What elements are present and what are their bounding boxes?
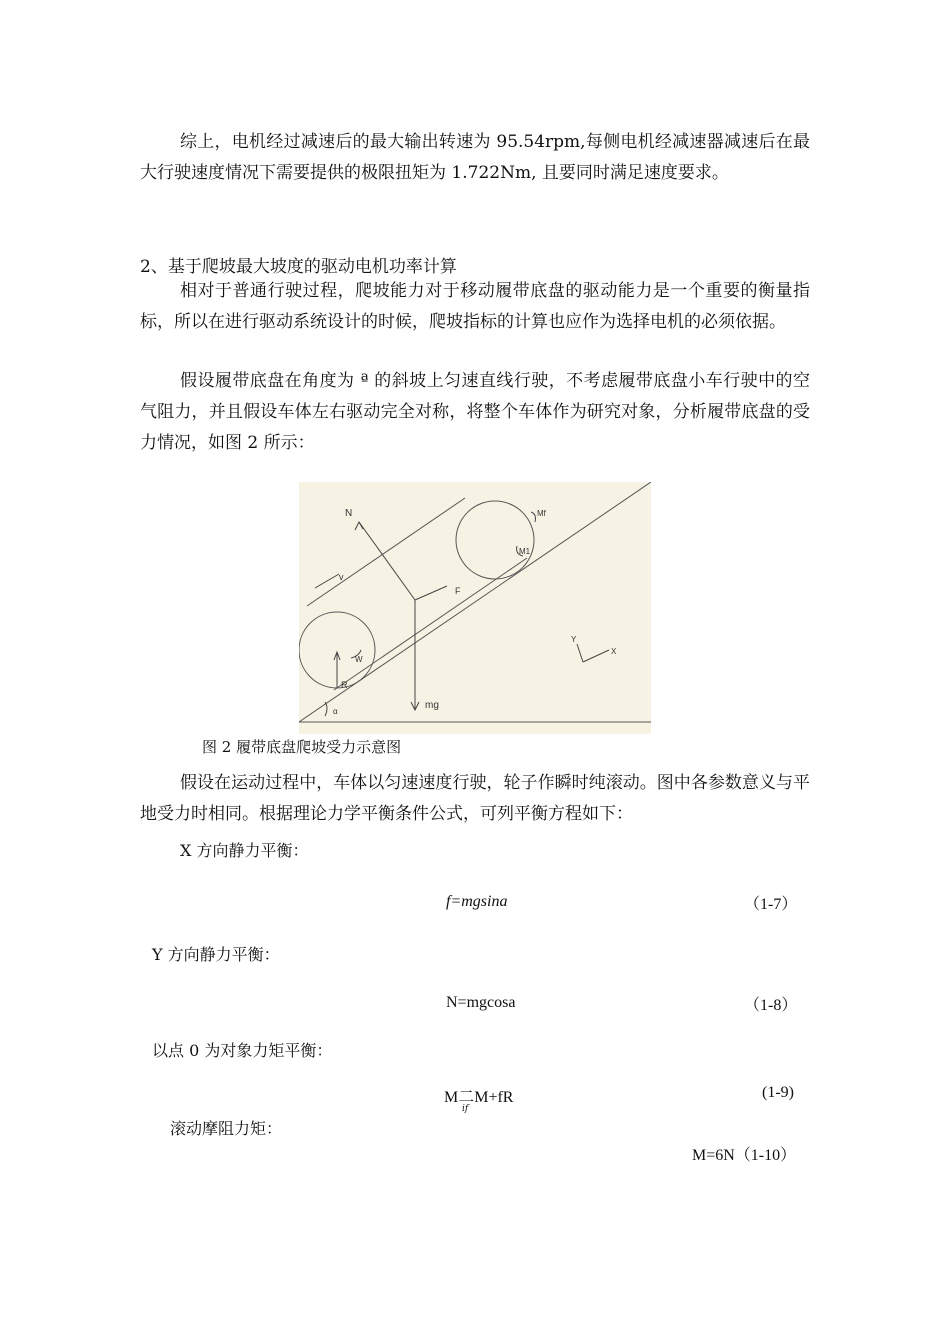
equation-1-10: M=6N（1-10） — [692, 1147, 797, 1164]
label-axis-y: Y — [571, 635, 577, 644]
rolling-resistance-label: 滚动摩阻力矩： — [170, 1119, 283, 1138]
y-equilibrium-label: Y 方向静力平衡： — [152, 945, 280, 964]
label-W: W — [355, 655, 363, 664]
force-diagram — [299, 482, 651, 734]
label-N: N — [345, 508, 353, 519]
label-alpha: α — [333, 707, 338, 716]
figure-caption: 图 2 履带底盘爬坡受力示意图 — [202, 738, 402, 756]
moment-equilibrium-label: 以点 0 为对象力矩平衡： — [152, 1041, 333, 1060]
x-equilibrium-label: X 方向静力平衡： — [180, 841, 309, 860]
label-R: R — [341, 680, 348, 690]
equation-number-1-9: (1-9) — [762, 1084, 794, 1101]
label-mg: mg — [425, 700, 439, 711]
label-M1: M1 — [519, 547, 531, 556]
paragraph-equilibrium: 假设在运动过程中，车体以匀速速度行驶，轮子作瞬时纯滚动。图中各参数意义与平地受力时相同。根据理论力学平衡条件公式，可列平衡方程如下： — [140, 773, 810, 824]
paragraph-climbing-importance: 相对于普通行驶过程，爬坡能力对于移动履带底盘的驱动能力是一个重要的衡量指标，所以在进行驱动系统设计的时候，爬坡指标的计算也应作为选择电机的必须依据。 — [140, 281, 810, 332]
equation-number-1-8: （1-8） — [744, 997, 798, 1014]
equation-number-1-7: （1-7） — [744, 896, 798, 913]
paragraph-assumption: 假设履带底盘在角度为 ª 的斜坡上匀速直线行驶，不考虑履带底盘小车行驶中的空气阻力，并且假设车体左右驱动完全对称，将整个车体作为研究对象，分析履带底盘的受力情况，如图 2 所示： — [140, 371, 810, 453]
figure-background — [299, 482, 651, 734]
equation-1-9-subscript: if — [462, 1104, 469, 1114]
label-axis-x: X — [611, 647, 617, 656]
label-F: F — [455, 586, 461, 596]
paragraph-summary: 综上，电机经过减速后的最大输出转速为 95.54rpm,每侧电机经减速器减速后在最大行驶速度情况下需要提供的极限扭矩为 1.722Nm, 且要同时满足速度要求。 — [140, 132, 810, 183]
section-heading: 2、基于爬坡最大坡度的驱动电机功率计算 — [140, 257, 457, 277]
equation-1-8: N=mgcosa — [446, 994, 516, 1011]
label-v: v — [339, 572, 344, 582]
equation-1-9: M二M+fR — [444, 1089, 514, 1106]
equation-1-7: f=mgsina — [446, 893, 508, 910]
label-Mf: Mf — [537, 509, 546, 518]
